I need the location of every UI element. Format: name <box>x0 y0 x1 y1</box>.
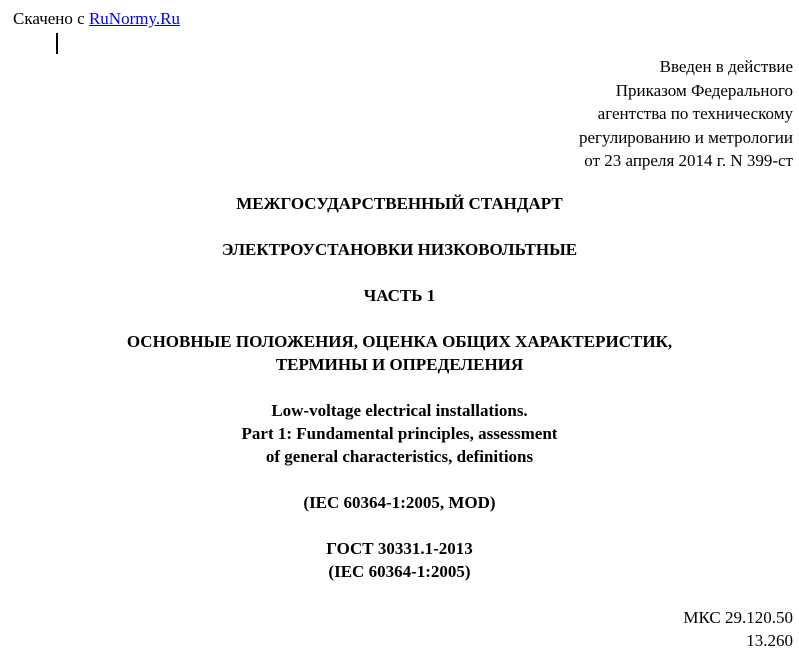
source-line <box>13 9 180 29</box>
title-ru-line: ОСНОВНЫЕ ПОЛОЖЕНИЯ, ОЦЕНКА ОБЩИХ ХАРАКТЕРИСТИК, <box>126 332 673 351</box>
source-prefix: Скачено с <box>13 9 85 28</box>
title-en-line: Low-voltage electrical installations. <box>271 401 528 420</box>
approval-line: от 23 апреля 2014 г. N 399-ст <box>584 151 793 170</box>
approval-block <box>579 55 793 173</box>
document-equivalence: (IEC 60364-1:2005, MOD) <box>303 493 496 512</box>
document-title-en <box>0 399 799 468</box>
text-cursor <box>56 33 58 54</box>
title-ru-line: ТЕРМИНЫ И ОПРЕДЕЛЕНИЯ <box>275 355 524 374</box>
document-designation: ГОСТ 30331.1-2013 <box>326 539 473 558</box>
document-title-ru <box>0 330 799 376</box>
document-designation-block <box>0 537 799 583</box>
title-en-line: of general characteristics, definitions <box>265 447 534 466</box>
approval-line: агентства по техническому <box>597 104 793 123</box>
document-part: ЧАСТЬ 1 <box>363 286 436 305</box>
mks-code: МКС 29.120.50 <box>683 608 793 627</box>
title-en-line: Part 1: Fundamental principles, assessment <box>241 424 558 443</box>
mks-code-secondary: 13.260 <box>746 631 793 650</box>
document-designation-ref: (IEC 60364-1:2005) <box>328 562 471 581</box>
approval-line: Введен в действие <box>659 57 793 76</box>
document-subject: ЭЛЕКТРОУСТАНОВКИ НИЗКОВОЛЬТНЫЕ <box>221 240 578 259</box>
approval-line: Приказом Федерального <box>615 80 793 100</box>
document-type: МЕЖГОСУДАРСТВЕННЫЙ СТАНДАРТ <box>236 194 563 213</box>
runormy-link[interactable]: RuNormy.Ru <box>88 9 180 28</box>
approval-line: регулированию и метрологии <box>578 127 793 147</box>
mks-classification <box>683 606 793 652</box>
